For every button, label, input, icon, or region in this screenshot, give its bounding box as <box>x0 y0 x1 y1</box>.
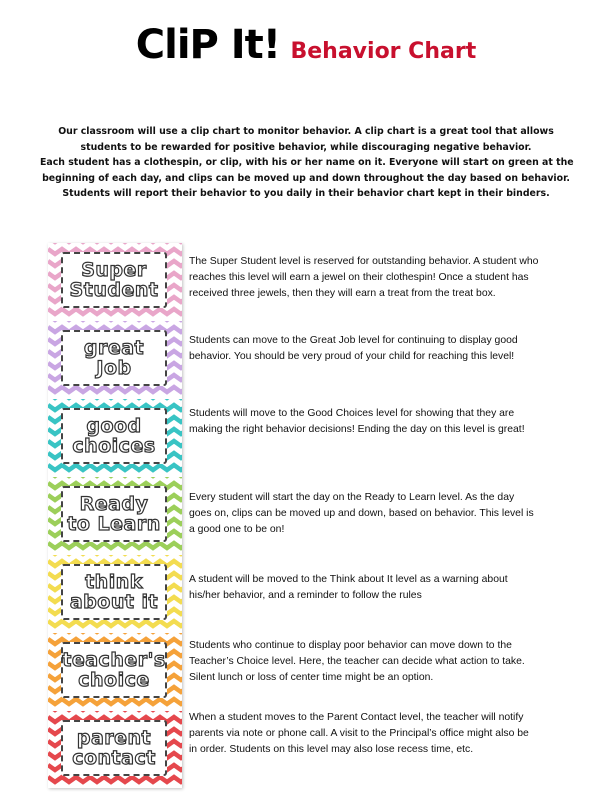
description-line: Students can move to the Great Job level for continuing to display good <box>189 335 518 346</box>
level-label <box>61 720 167 776</box>
description-line: received three jewels, then they will earn a treat from the treat box. <box>189 288 496 299</box>
clip-chart <box>48 243 182 788</box>
chart-level-great-job <box>48 321 182 396</box>
label-line: Super <box>81 259 147 281</box>
description-line: in order. Students on this level may also lose recess time, etc. <box>189 744 474 755</box>
label-line: parent <box>76 727 152 749</box>
level-description-ready-to-learn <box>189 490 559 538</box>
description-line: Students who continue to display poor behavior can move down to the <box>189 640 512 651</box>
page-title: CliP It! <box>135 22 281 68</box>
description-line: a good one to be on! <box>189 524 285 535</box>
level-description-teachers-choice <box>189 638 559 686</box>
level-label <box>61 564 167 620</box>
level-description-think-about-it <box>189 572 559 604</box>
level-label <box>61 408 167 464</box>
chart-level-think-about-it <box>48 555 182 630</box>
description-line: behavior. You should be very proud of your child for reaching this level! <box>189 351 515 362</box>
level-label <box>61 486 167 542</box>
description-line: making the right behavior decisions! Ending the day on this level is great! <box>189 424 525 435</box>
description-line: his/her behavior, and a reminder to follow the rules <box>189 590 422 601</box>
label-line: choices <box>72 435 156 457</box>
description-line: goes on, clips can be moved up and down, based on behavior. This level is <box>189 508 534 519</box>
intro-line: Students will report their behavior to you daily in their behavior chart kept in their binders. <box>62 188 550 199</box>
level-description-super-student <box>189 254 559 302</box>
description-line: Every student will start the day on the Ready to Learn level. As the day <box>189 492 515 503</box>
description-line: reaches this level will earn a jewel on their clothespin! Once a student has <box>189 272 529 283</box>
chart-level-ready-to-learn <box>48 477 182 552</box>
description-line: A student will be moved to the Think about It level as a warning about <box>189 574 508 585</box>
page-header <box>0 22 612 68</box>
level-description-parent-contact <box>189 710 559 758</box>
label-line: good <box>86 415 142 437</box>
description-line: When a student moves to the Parent Contact level, the teacher will notify <box>189 712 524 723</box>
chart-level-teachers-choice <box>48 633 182 708</box>
label-line: contact <box>72 747 156 769</box>
label-line: choice <box>78 669 150 691</box>
label-line: Student <box>69 279 159 301</box>
intro-line: Our classroom will use a clip chart to monitor behavior. A clip chart is a great tool that allows <box>58 126 554 137</box>
label-line: to Learn <box>67 513 161 535</box>
intro-line: beginning of each day, and clips can be moved up and down throughout the day based on behavior. <box>42 172 570 184</box>
description-line: Students will move to the Good Choices level for showing that they are <box>189 408 515 419</box>
description-line: Silent lunch or loss of center time might be an option. <box>189 672 434 683</box>
label-line: great <box>83 337 145 359</box>
label-line: Ready <box>79 493 149 515</box>
description-line: Teacher’s Choice level. Here, the teacher can decide what action to take. <box>189 656 525 667</box>
label-line: think <box>85 571 143 593</box>
description-line: The Super Student level is reserved for outstanding behavior. A student who <box>189 256 539 267</box>
level-description-great-job <box>189 333 559 365</box>
label-line: teacher's <box>62 649 166 671</box>
intro-line: Each student has a clothespin, or clip, with his or her name on it. Everyone will start on green at the <box>40 157 574 168</box>
description-line: parents via note or phone call. A visit to the Principal’s office might also be <box>189 728 529 739</box>
chart-level-super-student <box>48 243 182 318</box>
label-line: about it <box>69 591 159 613</box>
level-description-good-choices <box>189 406 559 438</box>
label-line: Job <box>96 357 132 379</box>
intro-paragraph <box>40 124 572 202</box>
chart-level-parent-contact <box>48 711 182 786</box>
level-label <box>61 330 167 386</box>
page-subtitle: Behavior Chart <box>290 39 477 64</box>
chart-level-good-choices <box>48 399 182 474</box>
intro-line: students to be rewarded for positive behavior, while discouraging negative behavior. <box>80 141 532 153</box>
level-label <box>61 252 167 308</box>
level-label <box>61 642 167 698</box>
